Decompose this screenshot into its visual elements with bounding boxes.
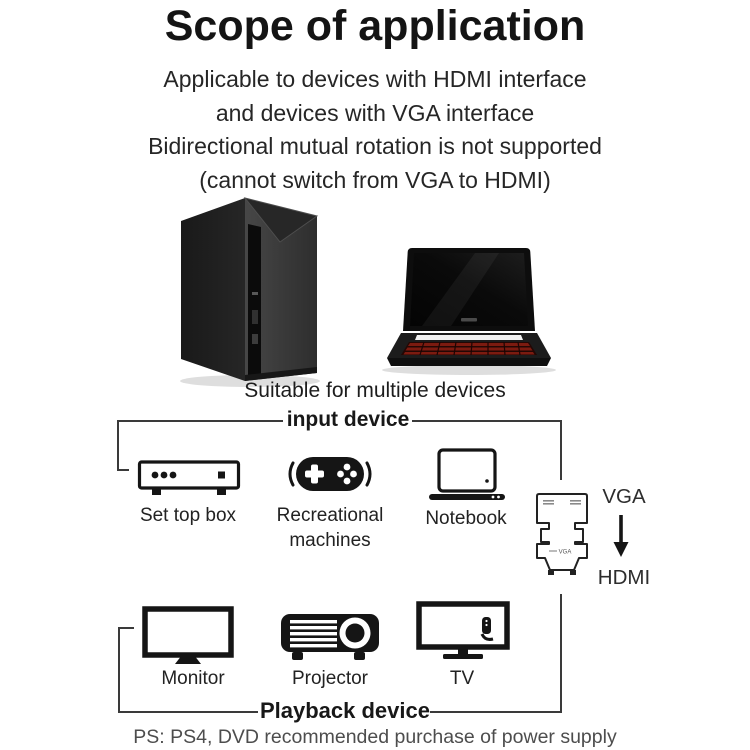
converter-to-playback-line: [560, 594, 562, 713]
playback-left-bracket-stub: [118, 627, 134, 629]
input-section-header: input device: [286, 408, 410, 431]
svg-text:VGA: VGA: [558, 549, 572, 556]
subtitle-line-1: Applicable to devices with HDMI interface: [163, 66, 587, 92]
footnote: PS: PS4, DVD recommended purchase of power supply: [133, 726, 617, 748]
tv-label: TV: [449, 668, 475, 689]
subtitle-block: [0, 63, 750, 197]
gaming-laptop-photo: [378, 248, 560, 376]
vga-to-hdmi-converter-icon: [531, 491, 593, 579]
playback-header-right-line: [430, 711, 562, 713]
game-controller-icon: [284, 450, 376, 498]
recreational-machines-label: Recreational machines: [276, 505, 384, 552]
hdmi-label: HDMI: [597, 566, 651, 589]
input-header-right-line: [412, 420, 562, 422]
subtitle-line-3: Bidirectional mutual rotation is not supported: [148, 133, 602, 159]
down-arrow-icon: [611, 513, 631, 559]
playback-left-bracket-vertical: [118, 627, 120, 713]
page-title: Scope of application: [164, 2, 586, 50]
set-top-box-label: Set top box: [139, 505, 237, 526]
notebook-label: Notebook: [425, 508, 507, 529]
input-header-left-line: [117, 420, 283, 422]
projector-icon: [281, 611, 379, 661]
subtitle-line-4: (cannot switch from VGA to HDMI): [199, 166, 551, 193]
projector-label: Projector: [291, 668, 369, 689]
monitor-label: Monitor: [161, 668, 225, 689]
playback-header-left-line: [118, 711, 258, 713]
vga-label: VGA: [602, 485, 646, 508]
set-top-box-icon: [137, 459, 241, 499]
input-left-bracket-vertical: [117, 420, 119, 471]
input-left-bracket-stub: [117, 469, 129, 471]
desktop-pc-tower-photo: [176, 194, 322, 390]
devices-caption: Suitable for multiple devices: [244, 379, 506, 402]
notebook-icon: [429, 448, 505, 502]
tv-icon: [416, 601, 510, 660]
monitor-icon: [142, 606, 234, 666]
subtitle-line-2: and devices with VGA interface: [215, 99, 535, 126]
playback-section-header: Playback device: [259, 698, 430, 723]
input-right-drop-line: [560, 420, 562, 480]
